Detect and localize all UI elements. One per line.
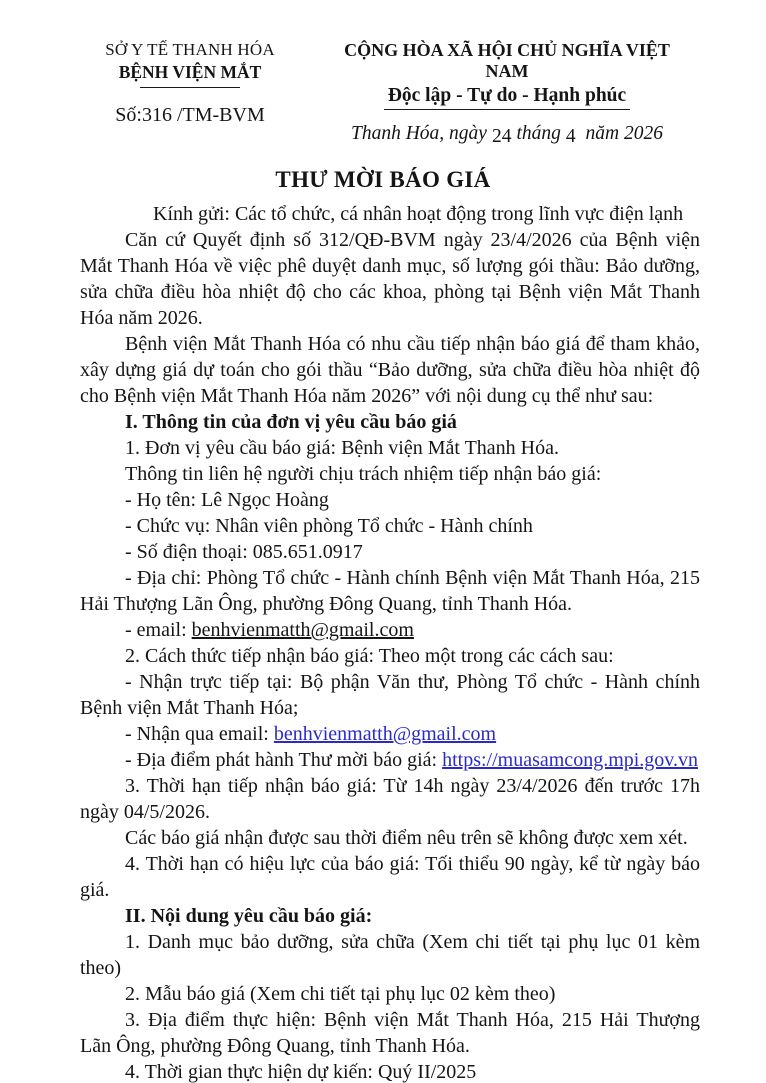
- document-body: [0, 193, 766, 1083]
- text-segment: II. Nội dung yêu cầu báo giá:: [125, 905, 373, 927]
- paragraph: [80, 513, 700, 539]
- paragraph: [80, 1007, 700, 1059]
- national-motto: Độc lập - Tự do - Hạnh phúc: [384, 85, 630, 110]
- document-number: Số:316 /TM-BVM: [115, 104, 265, 126]
- text-segment: Các báo giá nhận được sau thời điểm nêu trên sẽ không được xem xét.: [125, 827, 688, 849]
- organization-name: BỆNH VIỆN MẮT: [118, 62, 262, 82]
- paragraph: [80, 903, 700, 929]
- text-segment: 2. Cách thức tiếp nhận báo giá: Theo một trong các cách sau:: [125, 645, 614, 667]
- paragraph: [80, 331, 700, 409]
- text-segment: - Họ tên: Lê Ngọc Hoàng: [125, 489, 329, 511]
- date-suffix: năm 2026: [585, 123, 663, 144]
- department-name: SỞ Y TẾ THANH HÓA: [105, 40, 275, 59]
- paragraph: [80, 1059, 700, 1083]
- national-title: CỘNG HÒA XÃ HỘI CHỦ NGHĨA VIỆT NAM: [344, 40, 670, 81]
- paragraph: [80, 643, 700, 669]
- paragraph: [80, 435, 700, 461]
- text-segment: - Chức vụ: Nhân viên phòng Tổ chức - Hành chính: [125, 515, 533, 537]
- email-link[interactable]: benhvienmatth@gmail.com: [191, 619, 414, 641]
- date-mid: tháng: [516, 123, 561, 144]
- text-segment: 3. Địa điểm thực hiện: Bệnh viện Mắt Thanh Hóa, 215 Hải Thượng Lãn Ông, phường Đông Quang, tỉnh Thanh Hóa.: [80, 1009, 700, 1057]
- text-segment: 1. Đơn vị yêu cầu báo giá: Bệnh viện Mắt Thanh Hóa.: [125, 437, 559, 459]
- paragraph: [80, 565, 700, 617]
- org-underline: [140, 87, 240, 88]
- paragraph: [80, 487, 700, 513]
- paragraph: [80, 851, 700, 903]
- paragraph: [80, 825, 700, 851]
- procurement-portal-link[interactable]: https://muasamcong.mpi.gov.vn: [442, 749, 699, 771]
- paragraph: [80, 227, 700, 331]
- text-segment: - Nhận qua email:: [125, 723, 274, 745]
- text-segment: - Số điện thoại: 085.651.0917: [125, 541, 363, 563]
- email-link[interactable]: benhvienmatth@gmail.com: [273, 723, 497, 745]
- text-segment: Bệnh viện Mắt Thanh Hóa có nhu cầu tiếp nhận báo giá để tham khảo, xây dựng giá dự toán cho gói thầu “Bảo dưỡng, sửa chữa điều hòa nhiệt độ cho Bệnh viện Mắt Thanh Hóa năm 2026” với nội dung cụ thể như sau:: [80, 333, 700, 407]
- paragraph: [80, 539, 700, 565]
- text-segment: I. Thông tin của đơn vị yêu cầu báo giá: [125, 411, 457, 433]
- text-segment: Thông tin liên hệ người chịu trách nhiệm tiếp nhận báo giá:: [125, 463, 602, 485]
- paragraph: [80, 461, 700, 487]
- paragraph: [80, 773, 700, 825]
- text-segment: Kính gửi: Các tổ chức, cá nhân hoạt động trong lĩnh vực điện lạnh: [153, 203, 684, 225]
- text-segment: 3. Thời hạn tiếp nhận báo giá: Từ 14h ngày 23/4/2026 đến trước 17h ngày 04/5/2026.: [80, 775, 700, 823]
- text-segment: 2. Mẫu báo giá (Xem chi tiết tại phụ lục 02 kèm theo): [125, 983, 556, 1005]
- paragraph: [80, 929, 700, 981]
- paragraph: [80, 721, 700, 747]
- date-line: [327, 123, 687, 145]
- paragraph: [80, 669, 700, 721]
- paragraph: [80, 747, 700, 773]
- text-segment: - email:: [125, 619, 192, 641]
- text-segment: 4. Thời gian thực hiện dự kiến: Quý II/2025: [125, 1061, 477, 1083]
- text-segment: - Địa chỉ: Phòng Tổ chức - Hành chính Bệnh viện Mắt Thanh Hóa, 215 Hải Thượng Lãn Ông, phường Đông Quang, tỉnh Thanh Hóa.: [80, 567, 700, 615]
- text-segment: - Nhận trực tiếp tại: Bộ phận Văn thư, Phòng Tổ chức - Hành chính Bệnh viện Mắt Thanh Hóa;: [80, 671, 700, 719]
- paragraph: [80, 981, 700, 1007]
- date-day: 24: [491, 126, 512, 147]
- date-prefix: Thanh Hóa, ngày: [351, 123, 487, 144]
- text-segment: 1. Danh mục bảo dưỡng, sửa chữa (Xem chi tiết tại phụ lục 01 kèm theo): [80, 931, 700, 979]
- date-month: 4: [565, 126, 576, 147]
- issuing-org-block: [55, 40, 325, 145]
- paragraph: [80, 201, 700, 227]
- national-motto-block: [327, 40, 687, 145]
- document-header: [0, 0, 766, 145]
- text-segment: - Địa điểm phát hành Thư mời báo giá:: [125, 749, 443, 771]
- page-title: THƯ MỜI BÁO GIÁ: [275, 167, 491, 192]
- text-segment: 4. Thời hạn có hiệu lực của báo giá: Tối thiểu 90 ngày, kể từ ngày báo giá.: [80, 853, 700, 901]
- text-segment: Căn cứ Quyết định số 312/QĐ-BVM ngày 23/4/2026 của Bệnh viện Mắt Thanh Hóa về việc phê duyệt danh mục, số lượng gói thầu: Bảo dưỡng, sửa chữa điều hòa nhiệt độ cho các khoa, phòng tại Bệnh viện Mắt Thanh Hóa năm 2026.: [80, 229, 700, 329]
- paragraph: [80, 617, 700, 643]
- paragraph: [80, 409, 700, 435]
